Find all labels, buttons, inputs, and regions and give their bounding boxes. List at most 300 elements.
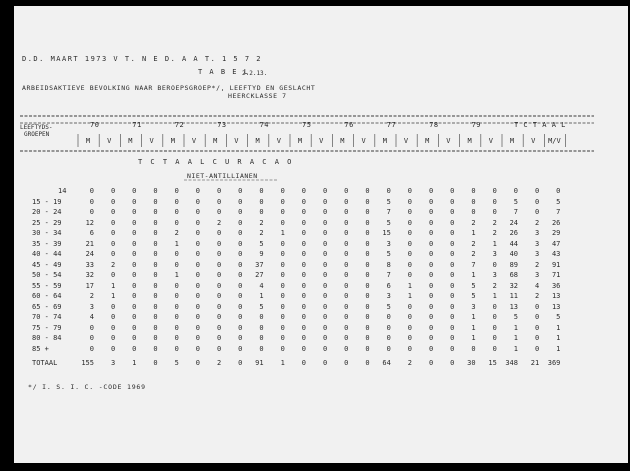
- table-cell: 0: [132, 239, 137, 248]
- table-cell: 0: [450, 197, 455, 206]
- table-cell: 0: [301, 334, 306, 342]
- table-cell: 0: [428, 313, 434, 321]
- table-cell: 44: [509, 239, 518, 248]
- sex-header: V: [403, 137, 409, 145]
- table-cell: 0: [153, 271, 158, 279]
- table-cell: 0: [153, 281, 158, 290]
- table-cell: 5: [556, 313, 561, 321]
- table-cell: 5: [386, 218, 391, 227]
- table-cell: 27: [255, 271, 264, 279]
- table-cell: 0: [492, 187, 497, 195]
- table-cell: 0: [428, 250, 434, 258]
- year-header: 77: [386, 121, 397, 129]
- table-cell: 0: [153, 218, 158, 227]
- table-cell: 0: [216, 281, 222, 290]
- table-cell: 0: [492, 302, 497, 311]
- table-cell: 0: [280, 260, 285, 269]
- table-cell: 0: [365, 292, 370, 300]
- table-cell: 9: [259, 250, 264, 258]
- table-cell: 0: [259, 313, 264, 321]
- table-cell: 5: [513, 313, 518, 321]
- year-header: 79: [471, 121, 482, 129]
- sex-header: M: [382, 137, 387, 145]
- table-cell: 0: [365, 302, 370, 311]
- table-cell: 0: [344, 344, 349, 353]
- table-cell: 0: [280, 302, 285, 311]
- table-cell: 0: [301, 187, 306, 195]
- region-heading: T C T A A L C U R A C A O: [138, 158, 294, 166]
- table-cell: 0: [238, 271, 243, 279]
- table-cell: 3: [386, 239, 391, 248]
- age-group-label: 65 - 69: [32, 302, 62, 311]
- table-cell: 24: [509, 218, 518, 227]
- age-group-label: 45 - 49: [32, 260, 62, 269]
- table-cell: 1: [280, 229, 285, 237]
- table-cell: 0: [110, 229, 116, 237]
- table-cell: 0: [450, 271, 455, 279]
- table-cell: 0: [280, 250, 285, 258]
- table-cell: 1: [471, 323, 476, 332]
- table-cell: 0: [322, 302, 328, 311]
- class-label: HEERCKLASSE 7: [228, 92, 287, 100]
- table-cell: 1: [556, 334, 561, 342]
- table-cell: 2: [492, 281, 497, 290]
- table-cell: 1: [513, 334, 518, 342]
- table-cell: 0: [216, 334, 222, 342]
- table-cell: 0: [195, 197, 200, 206]
- table-cell: 0: [407, 334, 412, 342]
- table-cell: 0: [153, 344, 158, 353]
- table-cell: 0: [450, 208, 455, 216]
- sex-header: M: [170, 137, 175, 145]
- table-cell: 0: [238, 229, 243, 237]
- table-cell: 2: [534, 260, 540, 269]
- table-cell: 71: [551, 271, 561, 279]
- table-cell: 0: [322, 344, 328, 353]
- table-cell: 0: [450, 359, 455, 367]
- table-cell: 0: [132, 344, 137, 353]
- table-cell: 0: [153, 302, 158, 311]
- table-cell: 5: [386, 197, 391, 206]
- table-cell: 0: [110, 344, 116, 353]
- sex-header: M: [425, 137, 430, 145]
- table-cell: 2: [407, 359, 412, 367]
- table-cell: 0: [344, 281, 349, 290]
- table-cell: 0: [280, 323, 285, 332]
- table-cell: 0: [450, 229, 455, 237]
- table-cell: 3: [534, 271, 540, 279]
- table-cell: 8: [386, 260, 391, 269]
- table-cell: 0: [110, 218, 116, 227]
- table-cell: 0: [365, 208, 370, 216]
- table-cell: 0: [280, 313, 285, 321]
- table-cell: 0: [365, 281, 370, 290]
- table-cell: 0: [386, 344, 391, 353]
- table-cell: 2: [471, 250, 476, 258]
- table-cell: 0: [407, 187, 412, 195]
- table-cell: 0: [195, 229, 200, 237]
- table-cell: 0: [428, 187, 434, 195]
- table-cell: 0: [238, 292, 243, 300]
- table-cell: 0: [344, 197, 349, 206]
- table-cell: 0: [322, 359, 328, 367]
- table-cell: 0: [450, 302, 455, 311]
- table-cell: 0: [238, 313, 243, 321]
- age-group-header-1: LEEFTYDS-: [20, 124, 53, 131]
- table-cell: 2: [534, 218, 540, 227]
- table-cell: 0: [365, 313, 370, 321]
- table-cell: 0: [492, 323, 497, 332]
- table-cell: 0: [534, 208, 540, 216]
- table-cell: 0: [153, 359, 158, 367]
- table-cell: 0: [450, 218, 455, 227]
- table-cell: 26: [551, 218, 561, 227]
- table-cell: 5: [259, 239, 264, 248]
- table-cell: 0: [195, 323, 200, 332]
- sex-header: M: [128, 137, 133, 145]
- table-cell: 0: [428, 281, 434, 290]
- table-cell: 0: [322, 313, 328, 321]
- table-cell: 0: [89, 334, 94, 342]
- table-cell: 0: [153, 208, 158, 216]
- table-cell: 0: [110, 271, 116, 279]
- table-cell: 0: [89, 344, 94, 353]
- table-subtitle: ARBEIDSAKTIEVE BEVOLKING NAAR BEROEPSGROEP*/, LEEFTYD EN GESLACHT: [22, 84, 316, 92]
- table-cell: 0: [428, 271, 434, 279]
- table-cell: 0: [174, 187, 179, 195]
- table-cell: 0: [365, 359, 370, 367]
- table-cell: 0: [110, 323, 116, 332]
- table-cell: 0: [195, 292, 200, 300]
- table-cell: 1: [471, 229, 476, 237]
- table-cell: 1: [174, 239, 179, 248]
- sex-header: M: [340, 137, 345, 145]
- table-cell: 0: [428, 197, 434, 206]
- table-cell: 3: [110, 359, 116, 367]
- table-cell: 2: [471, 218, 476, 227]
- table-cell: 2: [534, 292, 540, 300]
- sex-header: V: [191, 137, 197, 145]
- table-cell: 7: [386, 208, 391, 216]
- table-cell: 3: [534, 229, 540, 237]
- table-cell: 155: [81, 359, 94, 367]
- table-cell: 0: [89, 323, 94, 332]
- table-cell: 0: [471, 197, 476, 206]
- table-cell: 0: [110, 250, 116, 258]
- table-cell: 1: [492, 239, 497, 248]
- table-cell: 1: [556, 323, 561, 332]
- table-cell: 0: [534, 313, 540, 321]
- sex-header: M: [255, 137, 260, 145]
- table-cell: 0: [534, 323, 540, 332]
- table-cell: 0: [365, 250, 370, 258]
- table-cell: 2: [471, 239, 476, 248]
- table-label: T A B E L: [198, 68, 250, 76]
- table-cell: 0: [450, 260, 455, 269]
- table-cell: 0: [174, 218, 179, 227]
- table-cell: 40: [509, 250, 518, 258]
- table-cell: 0: [153, 250, 158, 258]
- table-cell: 5: [471, 281, 476, 290]
- table-cell: 0: [238, 197, 243, 206]
- table-cell: 15: [382, 229, 391, 237]
- table-cell: 1: [471, 313, 476, 321]
- table-cell: 0: [238, 281, 243, 290]
- table-cell: 0: [344, 208, 349, 216]
- table-cell: 0: [153, 334, 158, 342]
- table-cell: 6: [386, 281, 391, 290]
- total-label: TOTAAL: [32, 359, 58, 367]
- table-cell: 0: [344, 187, 349, 195]
- table-cell: 0: [492, 344, 497, 353]
- table-cell: 0: [322, 281, 328, 290]
- table-cell: 0: [195, 344, 200, 353]
- table-cell: 0: [216, 313, 222, 321]
- table-cell: 0: [132, 250, 137, 258]
- table-cell: 0: [322, 292, 328, 300]
- table-cell: 0: [89, 187, 94, 195]
- age-group-label: 50 - 54: [32, 271, 62, 279]
- table-cell: 13: [551, 302, 561, 311]
- table-cell: 1: [471, 271, 476, 279]
- table-cell: 0: [238, 250, 243, 258]
- sex-header: M: [297, 137, 303, 145]
- table-cell: 0: [301, 292, 306, 300]
- table-cell: 0: [365, 260, 370, 269]
- table-cell: 1: [174, 271, 179, 279]
- table-cell: 17: [85, 281, 94, 290]
- age-group-label: 25 - 29: [32, 218, 62, 227]
- table-cell: 0: [174, 208, 179, 216]
- table-cell: 0: [407, 208, 412, 216]
- table-cell: 0: [450, 250, 455, 258]
- table-cell: 0: [407, 313, 412, 321]
- table-cell: 0: [153, 323, 158, 332]
- year-header: 74: [259, 121, 270, 129]
- table-cell: 0: [322, 218, 328, 227]
- table-cell: 2: [174, 229, 179, 237]
- table-cell: 0: [110, 187, 116, 195]
- table-cell: 2: [216, 218, 222, 227]
- table-cell: 0: [428, 302, 434, 311]
- table-cell: 0: [238, 359, 243, 367]
- table-cell: 0: [238, 323, 243, 332]
- table-cell: 5: [513, 197, 518, 206]
- table-cell: 0: [216, 187, 222, 195]
- table-cell: 0: [153, 260, 158, 269]
- age-group-label: 75 - 79: [32, 323, 62, 332]
- table-cell: 0: [280, 218, 285, 227]
- group-heading: NIET-ANTILLIANEN: [187, 172, 258, 180]
- table-cell: 0: [450, 344, 455, 353]
- table-cell: 0: [174, 250, 179, 258]
- table-cell: 89: [509, 260, 518, 269]
- table-cell: 0: [344, 323, 349, 332]
- table-cell: 2: [216, 359, 222, 367]
- table-cell: 0: [280, 292, 285, 300]
- table-cell: 0: [259, 208, 264, 216]
- table-cell: 0: [238, 302, 243, 311]
- table-cell: 0: [174, 281, 179, 290]
- table-cell: 0: [301, 250, 306, 258]
- table-cell: 0: [174, 323, 179, 332]
- table-cell: 3: [89, 302, 94, 311]
- table-cell: 0: [344, 260, 349, 269]
- table-cell: 0: [132, 197, 137, 206]
- table-cell: 0: [471, 208, 476, 216]
- table-cell: 0: [110, 302, 116, 311]
- table-cell: 0: [195, 281, 200, 290]
- table-cell: 0: [132, 187, 137, 195]
- table-cell: 5: [174, 359, 179, 367]
- table-cell: 4: [89, 313, 94, 321]
- table-cell: 0: [89, 208, 94, 216]
- table-cell: 0: [492, 197, 497, 206]
- table-cell: 0: [259, 334, 264, 342]
- table-cell: 0: [174, 302, 179, 311]
- table-cell: 0: [238, 239, 243, 248]
- table-cell: 0: [216, 323, 222, 332]
- table-cell: 0: [407, 197, 412, 206]
- table-cell: 15: [488, 359, 497, 367]
- table-cell: 0: [365, 229, 370, 237]
- table-cell: 0: [322, 271, 328, 279]
- table-cell: 0: [195, 187, 200, 195]
- table-cell: 0: [301, 197, 306, 206]
- table-cell: 0: [280, 344, 285, 353]
- table-cell: 43: [551, 250, 561, 258]
- age-group-label: 85 +: [32, 344, 49, 353]
- table-cell: 30: [467, 359, 476, 367]
- table-cell: 0: [322, 334, 328, 342]
- table-cell: 0: [280, 334, 285, 342]
- table-cell: 0: [216, 344, 222, 353]
- table-cell: 68: [509, 271, 518, 279]
- table-cell: 36: [551, 281, 561, 290]
- table-cell: 0: [428, 239, 434, 248]
- year-header: T C T A A L: [514, 121, 566, 129]
- year-header: 71: [132, 121, 142, 129]
- table-cell: 0: [216, 197, 222, 206]
- table-cell: 1: [259, 292, 264, 300]
- age-group-header-2: GROEPEN: [24, 131, 50, 138]
- table-cell: 3: [492, 250, 497, 258]
- table-cell: 0: [153, 197, 158, 206]
- table-cell: 0: [195, 359, 200, 367]
- sex-header: V: [107, 137, 112, 145]
- table-cell: 3: [534, 250, 540, 258]
- table-cell: 0: [428, 344, 434, 353]
- table-cell: 0: [301, 271, 306, 279]
- table-cell: 0: [216, 208, 222, 216]
- table-cell: 0: [322, 260, 328, 269]
- table-cell: 0: [428, 218, 434, 227]
- table-cell: 0: [428, 229, 434, 237]
- table-cell: 0: [238, 218, 243, 227]
- table-cell: 0: [132, 218, 137, 227]
- table-cell: 0: [238, 187, 243, 195]
- table-cell: 0: [195, 271, 200, 279]
- age-group-label: 55 - 59: [32, 281, 62, 290]
- table-cell: 0: [216, 292, 222, 300]
- table-cell: 7: [471, 260, 476, 269]
- table-cell: 0: [174, 334, 179, 342]
- table-cell: 0: [407, 344, 412, 353]
- table-cell: 0: [407, 302, 412, 311]
- table-cell: 0: [450, 187, 455, 195]
- table-cell: 1: [280, 359, 285, 367]
- table-cell: 2: [259, 218, 264, 227]
- table-cell: 0: [195, 313, 200, 321]
- table-cell: 1: [132, 359, 137, 367]
- table-cell: 0: [301, 281, 306, 290]
- table-cell: 0: [344, 334, 349, 342]
- table-cell: 0: [174, 197, 179, 206]
- table-cell: 0: [301, 302, 306, 311]
- table-cell: 0: [492, 208, 497, 216]
- table-cell: 0: [322, 229, 328, 237]
- table-cell: 0: [110, 208, 116, 216]
- table-cell: 0: [428, 208, 434, 216]
- table-cell: 0: [174, 313, 179, 321]
- table-cell: 0: [280, 239, 285, 248]
- table-cell: 3: [471, 302, 476, 311]
- table-cell: 0: [428, 323, 434, 332]
- table-cell: 0: [450, 239, 455, 248]
- sex-header: V: [361, 137, 366, 145]
- table-cell: 0: [450, 334, 455, 342]
- table-cell: 0: [301, 208, 306, 216]
- table-cell: 0: [259, 323, 264, 332]
- table-cell: 0: [322, 323, 328, 332]
- table-cell: 12: [85, 218, 94, 227]
- table-cell: 0: [216, 250, 222, 258]
- table-cell: 2: [259, 229, 264, 237]
- table-cell: 0: [322, 187, 328, 195]
- table-cell: 0: [365, 271, 370, 279]
- table-cell: 0: [110, 313, 116, 321]
- table-cell: 1: [492, 292, 497, 300]
- table-cell: 64: [382, 359, 391, 367]
- table-cell: 0: [238, 260, 243, 269]
- table-cell: 0: [534, 302, 540, 311]
- year-header: 76: [344, 121, 354, 129]
- table-cell: 0: [365, 197, 370, 206]
- sex-header: V: [488, 137, 493, 145]
- table-cell: 0: [365, 187, 370, 195]
- table-cell: 47: [551, 239, 561, 248]
- footnote: */ I. S. I. C. -CODE 1969: [28, 383, 146, 391]
- table-cell: 5: [259, 302, 264, 311]
- year-header: 75: [302, 121, 312, 129]
- table-cell: 0: [301, 323, 306, 332]
- table-cell: 0: [428, 292, 434, 300]
- table-cell: 0: [259, 187, 264, 195]
- table-cell: 6: [89, 229, 94, 237]
- table-cell: 0: [450, 292, 455, 300]
- table-cell: 0: [534, 334, 540, 342]
- table-cell: 0: [132, 229, 137, 237]
- age-group-label: 15 - 19: [32, 197, 62, 206]
- table-cell: 0: [407, 323, 412, 332]
- table-cell: 2: [110, 260, 116, 269]
- table-cell: 0: [195, 250, 200, 258]
- table-cell: 0: [365, 344, 370, 353]
- table-cell: 0: [153, 239, 158, 248]
- age-group-label: 80 - 84: [32, 334, 62, 342]
- table-cell: 4: [259, 281, 264, 290]
- table-cell: 0: [195, 218, 200, 227]
